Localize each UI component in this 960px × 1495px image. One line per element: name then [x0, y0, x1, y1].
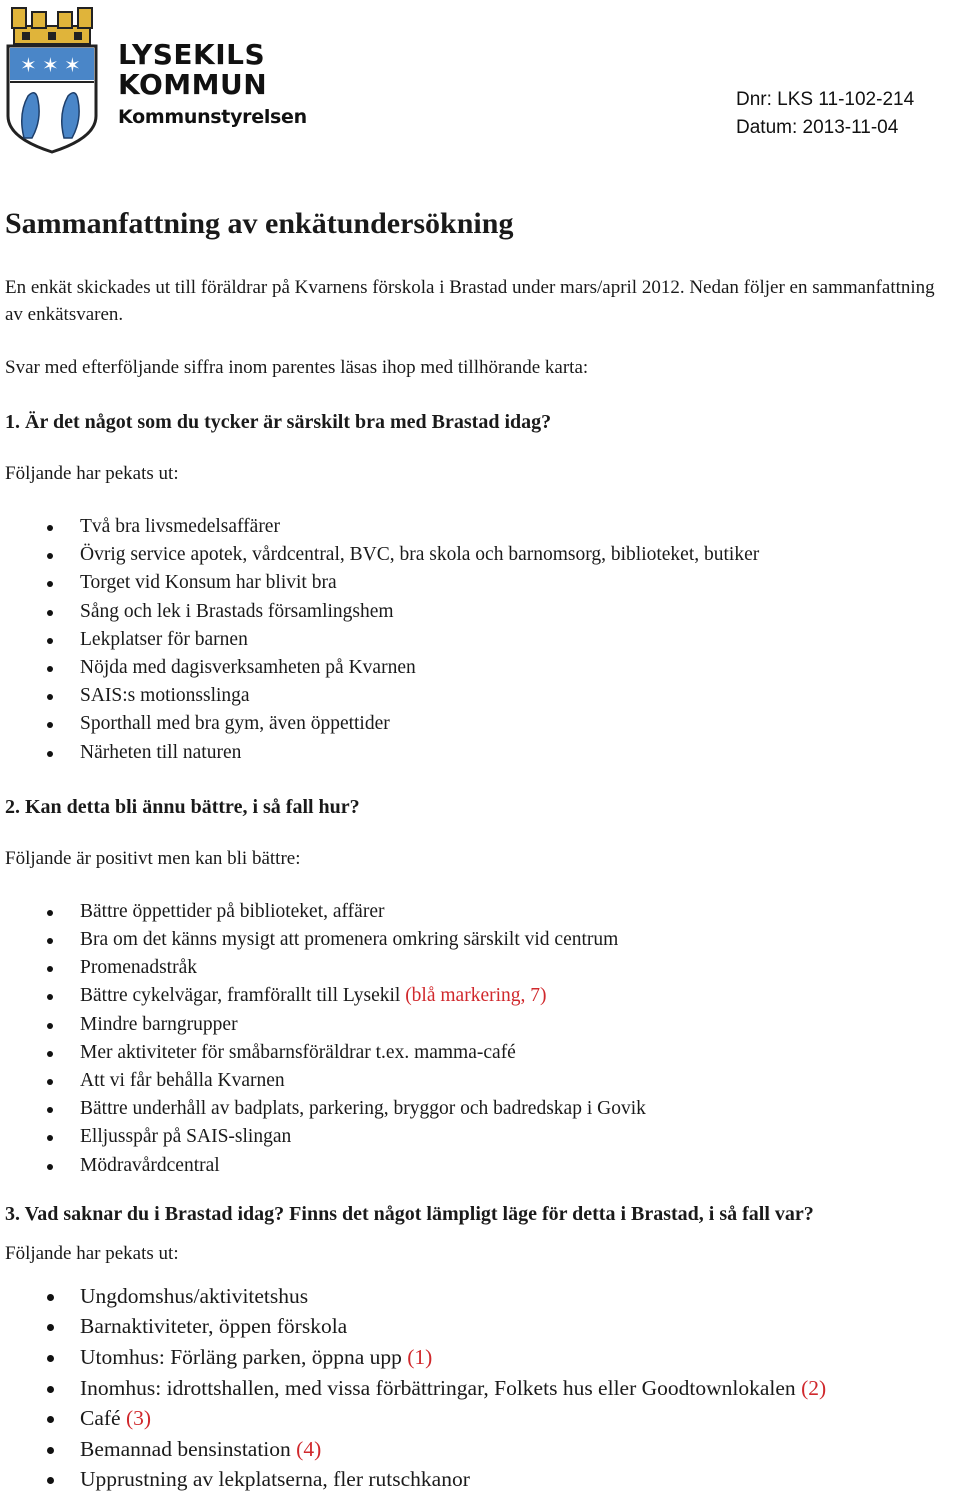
page-title: Sammanfattning av enkätundersökning — [5, 207, 514, 240]
list-item — [5, 1373, 955, 1404]
document-meta — [736, 86, 914, 142]
item-text: Café — [80, 1406, 126, 1431]
dnr-label: Dnr: LKS 11-102-214 — [736, 89, 915, 110]
item-text: Bättre cykelvägar, framförallt till Lysekil — [80, 985, 406, 1007]
date-label: Datum: 2013-11-04 — [736, 117, 899, 138]
map-reference: (1) — [407, 1345, 433, 1370]
map-reference: (3) — [125, 1406, 152, 1431]
document-body — [5, 204, 955, 1495]
coat-of-arms-icon — [4, 4, 100, 154]
logo-line-1: LYSEKILS — [118, 38, 266, 71]
svg-text:✶: ✶ — [42, 53, 59, 77]
list-item: Två bra livsmedelsaffärer — [5, 513, 955, 541]
list-item — [5, 1342, 955, 1373]
list-item: SAIS:s motionsslinga — [5, 682, 955, 710]
logo-text — [118, 40, 307, 130]
svg-text:✶: ✶ — [64, 53, 81, 77]
svg-text:✶: ✶ — [20, 53, 37, 77]
list-item: Sång och lek i Brastads församlingshem — [5, 598, 955, 626]
list-item: Övrig service apotek, vårdcentral, BVC, bra skola och barnomsorg, biblioteket, butiker — [5, 541, 955, 569]
instruction-paragraph: Svar med efterföljande siffra inom parentes läsas ihop med tillhörande karta: — [5, 357, 589, 378]
list-item: Torget vid Konsum har blivit bra — [5, 569, 955, 597]
list-item: Nöjda med dagisverksamheten på Kvarnen — [5, 654, 955, 682]
list-item: Mödravårdcentral — [5, 1152, 955, 1180]
item-text: Bemannad bensinstation — [80, 1436, 297, 1461]
question-3: 3. Vad saknar du i Brastad idag? Finns det något lämpligt läge för detta i Brastad, i så fall var? — [5, 1202, 814, 1225]
intro-paragraph: En enkät skickades ut till föräldrar på Kvarnens förskola i Brastad under mars/april 2012. Nedan följer en sammanfattning av enkätsvaren. — [5, 277, 935, 325]
list-item: Mer aktiviteter för småbarnsföräldrar t.ex. mamma-café — [5, 1039, 955, 1067]
question-2: 2. Kan detta bli ännu bättre, i så fall hur? — [5, 795, 360, 818]
list-item — [5, 1403, 955, 1434]
list-item: Mindre barngrupper — [5, 1011, 955, 1039]
map-reference: (blå markering, 7) — [405, 985, 547, 1007]
document-header — [0, 0, 960, 170]
list-item: Bra om det känns mysigt att promenera omkring särskilt vid centrum — [5, 926, 955, 954]
list-item: Närheten till naturen — [5, 739, 955, 767]
lead-2: Följande är positivt men kan bli bättre: — [5, 847, 301, 869]
map-reference: (2) — [801, 1375, 827, 1400]
lead-1: Följande har pekats ut: — [5, 463, 179, 484]
list-item: Upprustning av lekplatserna, fler rutschkanor — [5, 1464, 955, 1495]
map-reference: (4) — [296, 1436, 322, 1461]
item-text: Inomhus: idrottshallen, med vissa förbättringar, Folkets hus eller Goodtownlokalen — [80, 1375, 802, 1400]
list-item: Att vi får behålla Kvarnen — [5, 1067, 955, 1095]
list-item: Ungdomshus/aktivitetshus — [5, 1281, 955, 1312]
item-text: Utomhus: Förläng parken, öppna upp — [80, 1345, 408, 1370]
list-item — [5, 1434, 955, 1465]
list-item: Elljusspår på SAIS-slingan — [5, 1123, 955, 1151]
list-item: Barnaktiviteter, öppen förskola — [5, 1311, 955, 1342]
answer-list-1 — [5, 513, 955, 767]
answer-list-2 — [5, 898, 955, 1180]
logo-line-3: Kommunstyrelsen — [118, 106, 307, 128]
list-item: Promenadstråk — [5, 954, 955, 982]
answer-list-3 — [5, 1281, 955, 1495]
list-item: Sporthall med bra gym, även öppettider — [5, 710, 955, 738]
list-item: Lekplatser för barnen — [5, 626, 955, 654]
list-item: Bättre öppettider på biblioteket, affärer — [5, 898, 955, 926]
lead-3: Följande har pekats ut: — [5, 1242, 179, 1264]
logo-line-2: KOMMUN — [118, 68, 268, 101]
list-item — [5, 982, 955, 1010]
list-item: Bättre underhåll av badplats, parkering, bryggor och badredskap i Govik — [5, 1095, 955, 1123]
question-1: 1. Är det något som du tycker är särskilt bra med Brastad idag? — [5, 411, 552, 433]
